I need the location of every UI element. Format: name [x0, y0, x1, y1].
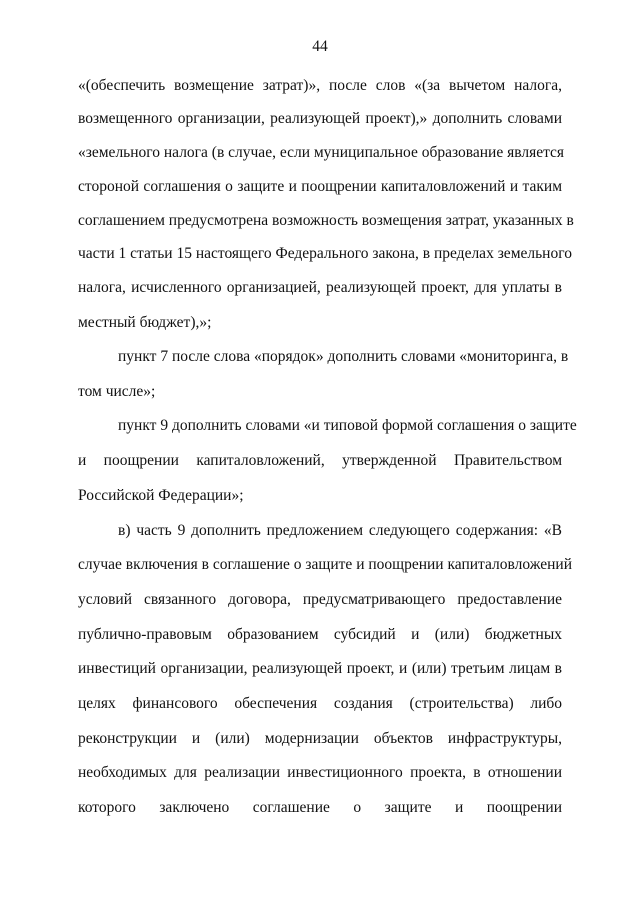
- text-line: инвестиций организации, реализующей проект, и (или) третьим лицам в: [78, 660, 562, 677]
- text-line: возмещенного организации, реализующей проект),» дополнить словами: [78, 110, 562, 127]
- text-line: в) часть 9 дополнить предложением следующего содержания: «В: [118, 522, 562, 539]
- text-line: которого заключено соглашение о защите и поощрении: [78, 799, 562, 816]
- text-line: и поощрении капиталовложений, утвержденной Правительством: [78, 452, 562, 469]
- text-line: том числе»;: [78, 383, 156, 400]
- text-line: целях финансового обеспечения создания (строительства) либо: [78, 695, 562, 712]
- text-line: Российской Федерации»;: [78, 487, 244, 504]
- text-line: «земельного налога (в случае, если муниципальное образование является: [78, 144, 565, 161]
- text-line: части 1 статьи 15 настоящего Федерального закона, в пределах земельного: [78, 245, 572, 262]
- text-line: «(обеспечить возмещение затрат)», после слов «(за вычетом налога,: [78, 77, 562, 94]
- text-line: условий связанного договора, предусматривающего предоставление: [78, 591, 562, 608]
- text-line: реконструкции и (или) модернизации объектов инфраструктуры,: [78, 730, 562, 747]
- text-line: налога, исчисленного организацией, реализующей проект, для уплаты в: [78, 279, 562, 296]
- text-line: соглашением предусмотрена возможность возмещения затрат, указанных в: [78, 212, 574, 229]
- page-number: 44: [312, 38, 328, 55]
- text-line: случае включения в соглашение о защите и поощрении капиталовложений: [78, 556, 572, 573]
- text-line: пункт 7 после слова «порядок» дополнить словами «мониторинга, в: [118, 348, 569, 365]
- text-line: необходимых для реализации инвестиционного проекта, в отношении: [78, 764, 562, 781]
- text-line: стороной соглашения о защите и поощрении капиталовложений и таким: [78, 178, 562, 195]
- text-line: пункт 9 дополнить словами «и типовой формой соглашения о защите: [118, 417, 577, 434]
- text-line: публично-правовым образованием субсидий и (или) бюджетных: [78, 626, 562, 643]
- text-line: местный бюджет),»;: [78, 314, 212, 331]
